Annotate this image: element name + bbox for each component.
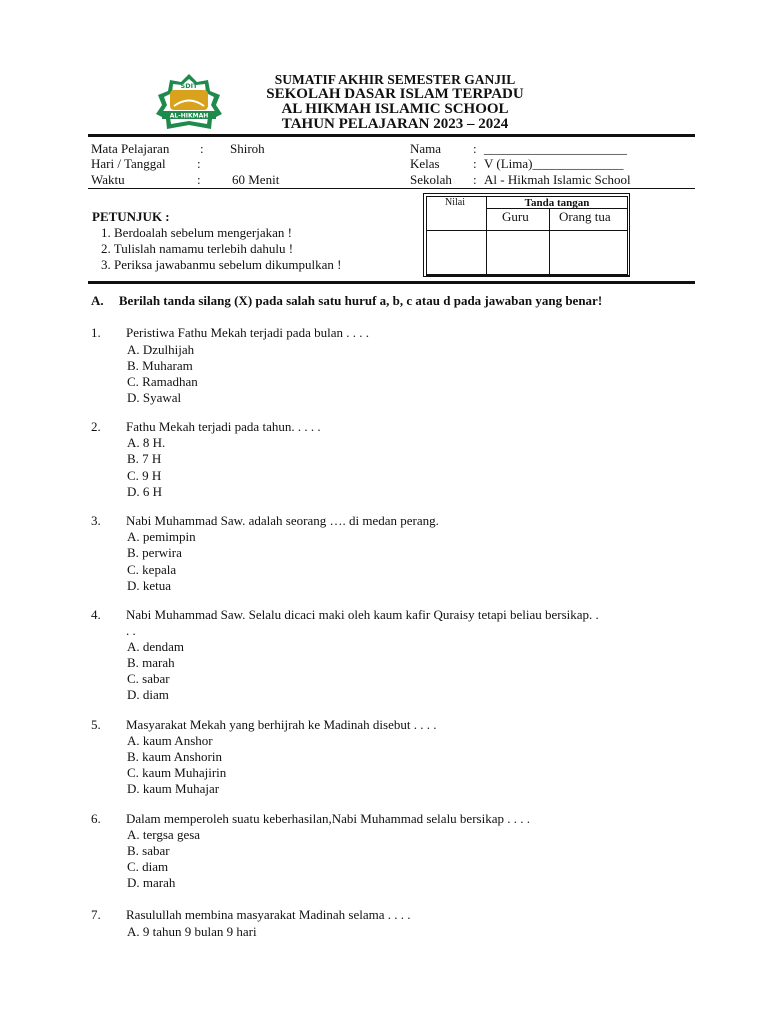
question-text: Nabi Muhammad Saw. adalah seorang …. di medan perang.: [126, 513, 439, 528]
info-colon: :: [473, 156, 477, 171]
question-text-continuation: . .: [126, 623, 136, 638]
question-number: 3.: [91, 513, 101, 528]
info-divider: [88, 188, 695, 189]
exam-title: SUMATIF AKHIR SEMESTER GANJIL: [274, 72, 516, 87]
info-label-class: Kelas: [410, 156, 440, 171]
answer-option: C. kaum Muhajirin: [127, 765, 227, 780]
instructions-title: PETUNJUK :: [92, 209, 170, 224]
school-logo: [148, 73, 230, 131]
question-text: Rasulullah membina masyarakat Madinah selama . . . .: [126, 907, 411, 922]
answer-option: B. sabar: [127, 843, 170, 858]
table-divider: [549, 208, 550, 275]
answer-option: C. kepala: [127, 562, 177, 577]
info-value-time: 60 Menit: [232, 172, 280, 187]
score-label-teacher: Guru: [502, 209, 529, 224]
answer-option: B. 7 H: [127, 451, 162, 466]
info-colon: :: [473, 172, 477, 187]
answer-option: B. kaum Anshorin: [127, 749, 222, 764]
answer-option: D. marah: [127, 875, 176, 890]
score-label-parent: Orang tua: [559, 209, 611, 224]
answer-option: C. Ramadhan: [127, 374, 198, 389]
info-label-school: Sekolah: [410, 172, 452, 187]
question-number: 4.: [91, 607, 101, 622]
section-a-instruction: [91, 293, 602, 309]
question-text: Nabi Muhammad Saw. Selalu dicaci maki oleh kaum kafir Quraisy tetapi beliau bersikap. .: [126, 607, 599, 622]
section-instruction-text: Berilah tanda silang (X) pada salah satu huruf a, b, c atau d pada jawaban yang benar!: [118, 293, 603, 308]
info-label-name: Nama: [410, 141, 442, 156]
info-label-date: Hari / Tanggal: [91, 156, 166, 171]
school-name-english: AL HIKMAH ISLAMIC SCHOOL: [281, 101, 509, 117]
section-letter: A.: [91, 293, 104, 308]
question-number: 1.: [91, 325, 101, 340]
academic-year: TAHUN PELAJARAN 2023 – 2024: [281, 116, 509, 132]
info-value-school: Al - Hikmah Islamic School: [484, 172, 631, 187]
answer-option: D. Syawal: [127, 390, 182, 405]
header-divider: [88, 134, 695, 137]
section-divider: [88, 281, 695, 284]
question-number: 2.: [91, 419, 101, 434]
answer-option: D. diam: [127, 687, 169, 702]
info-value-name: ______________________: [484, 141, 627, 156]
school-name: SEKOLAH DASAR ISLAM TERPADU: [266, 86, 524, 102]
answer-option: A. pemimpin: [127, 529, 196, 544]
info-colon: :: [197, 172, 201, 187]
score-label-signature: Tanda tangan: [524, 197, 590, 209]
info-colon: :: [197, 156, 201, 171]
question-number: 5.: [91, 717, 101, 732]
question-number: 7.: [91, 907, 101, 922]
answer-option: A. tergsa gesa: [127, 827, 201, 842]
answer-option: B. perwira: [127, 545, 182, 560]
answer-option: A. dendam: [127, 639, 185, 654]
logo-top-text: SDIT: [180, 82, 198, 90]
info-label-subject: Mata Pelajaran: [91, 141, 170, 156]
logo-bottom-text: AL-HIKMAH: [169, 112, 209, 120]
instruction-item: 2. Tulislah namamu terlebih dahulu !: [101, 241, 294, 256]
answer-option: A. 8 H.: [127, 435, 166, 450]
answer-option: C. sabar: [127, 671, 170, 686]
instruction-item: 1. Berdoalah sebelum mengerjakan !: [101, 225, 292, 240]
answer-option: B. Muharam: [127, 358, 193, 373]
answer-option: B. marah: [127, 655, 175, 670]
info-value-class: V (Lima)______________: [484, 156, 624, 171]
answer-option: D. kaum Muhajar: [127, 781, 220, 796]
answer-option: C. 9 H: [127, 468, 162, 483]
answer-option: D. 6 H: [127, 484, 163, 499]
question-text: Peristiwa Fathu Mekah terjadi pada bulan . . . .: [126, 325, 369, 340]
table-bottom-rule: [426, 275, 630, 276]
question-text: Dalam memperoleh suatu keberhasilan,Nabi Muhammad selalu bersikap . . . .: [126, 811, 530, 826]
question-text: Masyarakat Mekah yang berhijrah ke Madinah disebut . . . .: [126, 717, 437, 732]
question-number: 6.: [91, 811, 101, 826]
instruction-item: 3. Periksa jawabanmu sebelum dikumpulkan !: [101, 257, 342, 272]
score-label-nilai: Nilai: [445, 197, 465, 208]
table-divider: [426, 230, 628, 231]
info-value-subject: Shiroh: [230, 141, 265, 156]
answer-option: A. Dzulhijah: [127, 342, 195, 357]
info-colon: :: [200, 141, 204, 156]
info-colon: :: [473, 141, 477, 156]
question-text: Fathu Mekah terjadi pada tahun. . . . .: [126, 419, 321, 434]
answer-option: C. diam: [127, 859, 169, 874]
answer-option: A. 9 tahun 9 bulan 9 hari: [127, 924, 257, 939]
info-label-time: Waktu: [91, 172, 125, 187]
answer-option: D. ketua: [127, 578, 172, 593]
answer-option: A. kaum Anshor: [127, 733, 213, 748]
